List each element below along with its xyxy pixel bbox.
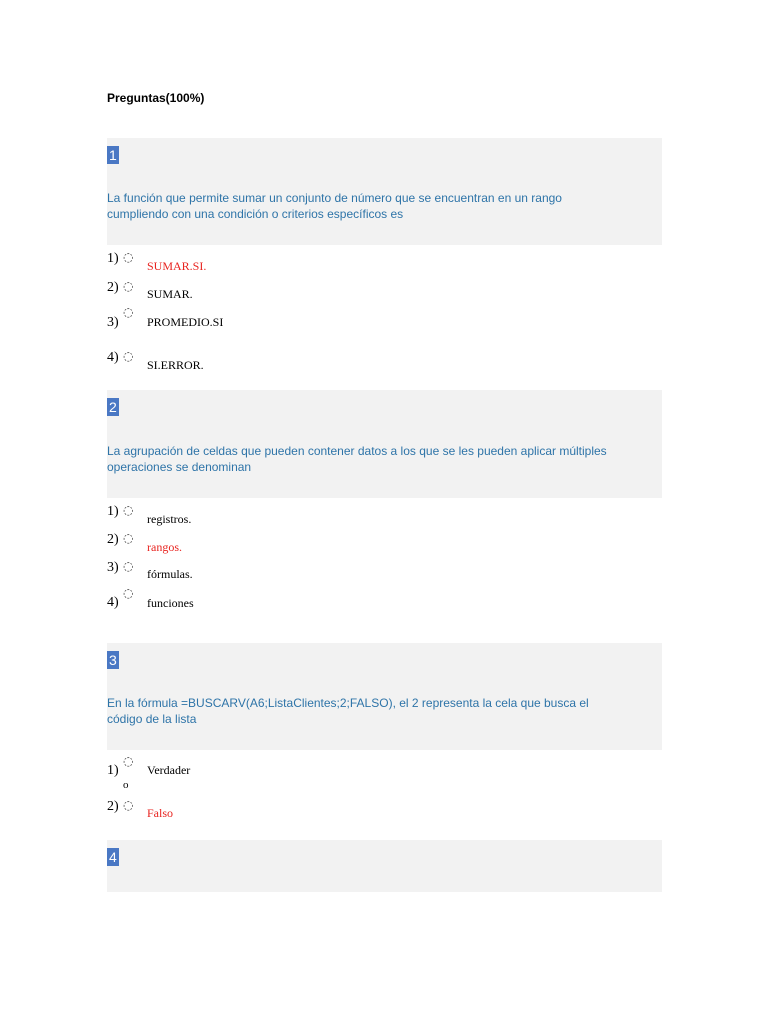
question-block-1: [107, 138, 662, 245]
radio-button-icon[interactable]: ◌: [123, 586, 134, 600]
question-number: 2: [109, 399, 117, 415]
question-number: 4: [109, 849, 117, 865]
question-text: La agrupación de celdas que pueden contener datos a los que se les pueden aplicar múltiples operaciones se denominan: [107, 444, 607, 474]
option-2-2[interactable]: 2) ◌ rangos.: [107, 531, 182, 554]
radio-button-icon[interactable]: ◌: [123, 250, 134, 264]
option-label: funciones: [147, 596, 194, 610]
radio-button-icon[interactable]: ◌: [123, 349, 134, 363]
option-3-1[interactable]: 1) ◌ Verdader o: [107, 754, 191, 791]
question-block-3: [107, 643, 662, 750]
option-2-1[interactable]: 1) ◌ registros.: [107, 503, 192, 526]
option-label: registros.: [147, 512, 192, 526]
radio-button-icon[interactable]: ◌: [123, 798, 134, 812]
option-label: rangos.: [147, 540, 182, 554]
option-label: Falso: [147, 806, 174, 820]
option-1-3[interactable]: 3) ◌ PROMEDIO.SI: [107, 305, 224, 330]
question-number: 3: [109, 652, 117, 668]
option-1-2[interactable]: 2) ◌ SUMAR.: [107, 279, 193, 301]
question-block-2: [107, 390, 662, 498]
option-label: SI.ERROR.: [147, 358, 204, 372]
radio-button-icon[interactable]: ◌: [123, 559, 134, 573]
option-1-1[interactable]: 1) ◌ SUMAR.SI.: [107, 250, 207, 273]
option-1-4[interactable]: 4) ◌ SI.ERROR.: [107, 349, 204, 372]
radio-button-icon[interactable]: ◌: [123, 503, 134, 517]
option-label: SUMAR.SI.: [147, 259, 207, 273]
question-block-4: [107, 840, 662, 892]
option-3-2[interactable]: 2) ◌ Falso: [107, 798, 174, 820]
radio-button-icon[interactable]: ◌: [123, 531, 134, 545]
radio-button-icon[interactable]: ◌: [123, 754, 134, 768]
question-number: 1: [109, 147, 117, 163]
option-label-wrap: o: [123, 779, 129, 791]
option-label: fórmulas.: [147, 567, 193, 581]
radio-button-icon[interactable]: ◌: [123, 305, 134, 319]
question-text: En la fórmula =BUSCARV(A6;ListaClientes;2;FALSO), el 2 representa la cela que busca el código de la lista: [107, 696, 589, 726]
option-label: PROMEDIO.SI: [147, 315, 224, 329]
radio-button-icon[interactable]: ◌: [123, 279, 134, 293]
option-2-4[interactable]: 4) ◌ funciones: [107, 586, 194, 610]
option-2-3[interactable]: 3) ◌ fórmulas.: [107, 559, 193, 581]
page-title: Preguntas(100%): [107, 91, 205, 105]
option-label: Verdader: [147, 763, 191, 777]
question-text: La función que permite sumar un conjunto de número que se encuentran en un rango cumpliendo con una condición o criterios específicos es: [107, 191, 562, 221]
option-label: SUMAR.: [147, 287, 193, 301]
